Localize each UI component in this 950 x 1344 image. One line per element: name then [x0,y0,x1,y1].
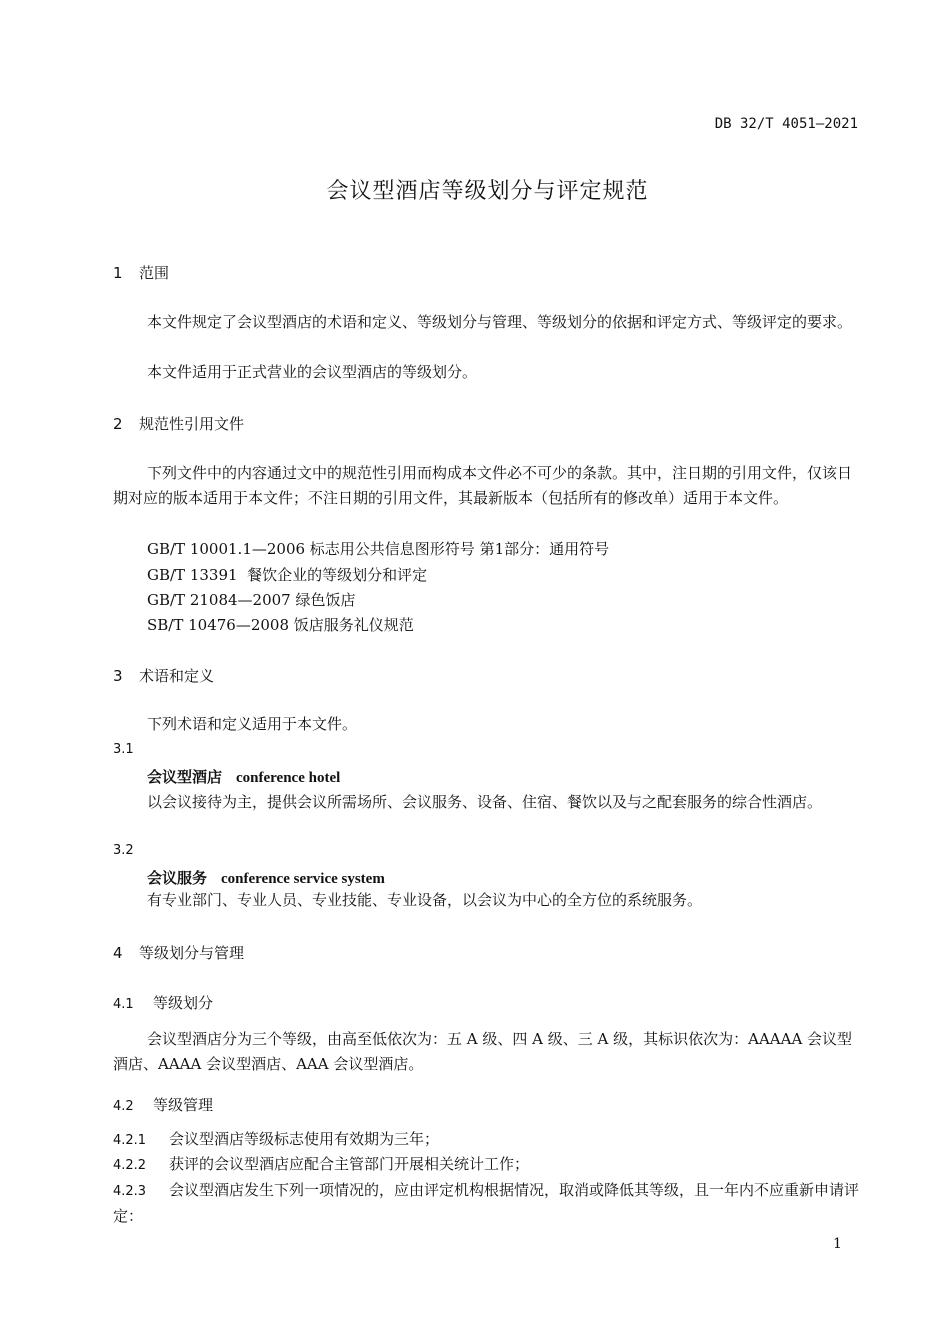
section-heading-3 [113,665,214,686]
clause-text: 会议型酒店发生下列一项情况的，应由评定机构根据情况，取消或降低其等级，且一年内不应重新申请评定： [113,1181,860,1225]
clause [113,1178,863,1229]
section-title: 规范性引用文件 [139,415,245,433]
paragraph: 下列文件中的内容通过文中的规范性引用而构成本文件必不可少的条款。其中，注日期的引用文件，仅该日期对应的版本适用于本文件；不注日期的引用文件，其最新版本（包括所有的修改单）适用于本文件。 [113,464,853,507]
term-en: conference hotel [236,770,341,786]
clause-text: 获评的会议型酒店应配合主管部门开展相关统计工作； [169,1155,530,1173]
subsection-number: 4.1 [113,997,134,1012]
section-number: 1 [113,264,123,282]
section-number: 3 [113,667,123,685]
section-number: 2 [113,415,123,433]
reference-item: GB/T 10001.1—2006 标志用公共信息图形符号 第1部分：通用符号 [147,540,610,558]
term-number: 3.1 [113,742,134,757]
term-heading [147,766,340,787]
paragraph: 本文件规定了会议型酒店的术语和定义、等级划分与管理、等级划分的依据和评定方式、等级评定的要求。 [147,313,853,331]
standard-number: DB 32/T 4051—2021 [714,116,858,132]
subsection-heading-4-1 [113,992,213,1013]
term-zh: 会议服务 [147,869,208,887]
term-heading [147,867,385,888]
subsection-number: 4.2 [113,1099,134,1114]
subsection-heading-4-2 [113,1094,213,1115]
section-title: 术语和定义 [139,667,215,685]
term-en: conference service system [221,871,385,887]
clause [113,1152,529,1178]
term-zh: 会议型酒店 [147,768,223,786]
document-title: 会议型酒店等级划分与评定规范 [326,179,649,204]
paragraph: 本文件适用于正式营业的会议型酒店的等级划分。 [147,363,478,381]
section-heading-4 [113,942,244,963]
clause-number: 4.2.2 [113,1158,147,1173]
reference-item: GB/T 13391 餐饮企业的等级划分和评定 [147,566,428,584]
section-heading-1 [113,262,169,283]
clause [113,1127,439,1153]
subsection-title: 等级划分 [153,994,214,1012]
paragraph: 会议型酒店分为三个等级，由高至低依次为：五 A 级、四 A 级、三 A 级，其标识依次为：AAAAA 会议型酒店、AAAA 会议型酒店、AAA 会议型酒店。 [113,1030,853,1073]
term-definition: 以会议接待为主，提供会议所需场所、会议服务、设备、住宿、餐饮以及与之配套服务的综合性酒店。 [147,793,823,811]
section-title: 等级划分与管理 [139,944,245,962]
section-heading-2 [113,413,244,434]
reference-item: GB/T 21084—2007 绿色饭店 [147,591,356,609]
section-title: 范围 [139,264,170,282]
paragraph: 下列术语和定义适用于本文件。 [147,715,358,733]
section-number: 4 [113,944,123,962]
page-number: 1 [833,1236,842,1252]
term-number: 3.2 [113,843,134,858]
clause-number: 4.2.3 [113,1184,147,1199]
subsection-title: 等级管理 [153,1096,214,1114]
clause-number: 4.2.1 [113,1133,147,1148]
clause-text: 会议型酒店等级标志使用有效期为三年； [169,1130,440,1148]
term-definition: 有专业部门、专业人员、专业技能、专业设备，以会议为中心的全方位的系统服务。 [147,891,703,909]
reference-item: SB/T 10476—2008 饭店服务礼仪规范 [147,616,414,634]
